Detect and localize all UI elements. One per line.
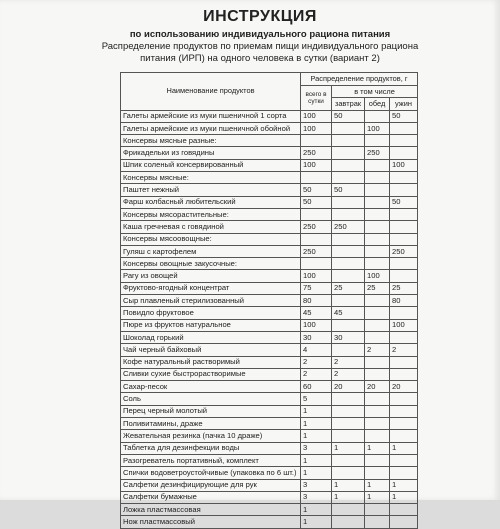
cell-dinner xyxy=(390,172,418,184)
cell-breakfast xyxy=(332,393,365,405)
cell-dinner xyxy=(390,221,418,233)
cell-breakfast xyxy=(332,467,365,479)
cell-total: 1 xyxy=(301,418,332,430)
cell-lunch xyxy=(365,454,390,466)
cell-total: 1 xyxy=(301,516,332,528)
cell-dinner: 1 xyxy=(390,491,418,503)
cell-product-name: Фруктово-ягодный концентрат xyxy=(121,282,301,294)
cell-dinner xyxy=(390,418,418,430)
table-row xyxy=(121,245,418,257)
cell-total: 1 xyxy=(301,405,332,417)
table-row xyxy=(121,516,418,528)
table-row xyxy=(121,196,418,208)
cell-lunch xyxy=(365,307,390,319)
cell-dinner xyxy=(390,356,418,368)
cell-lunch xyxy=(365,258,390,270)
cell-product-name: Фарш колбасный любительский xyxy=(121,196,301,208)
cell-total: 1 xyxy=(301,454,332,466)
table-row xyxy=(121,491,418,503)
cell-total: 75 xyxy=(301,282,332,294)
table-row xyxy=(121,184,418,196)
cell-product-name: Консервы мясные: xyxy=(121,172,301,184)
table-row xyxy=(121,233,418,245)
cell-lunch xyxy=(365,221,390,233)
cell-dinner: 20 xyxy=(390,381,418,393)
cell-lunch xyxy=(365,196,390,208)
cell-dinner xyxy=(390,208,418,220)
cell-breakfast: 1 xyxy=(332,442,365,454)
cell-breakfast xyxy=(332,344,365,356)
cell-product-name: Гуляш с картофелем xyxy=(121,245,301,257)
cell-lunch xyxy=(365,418,390,430)
table-row xyxy=(121,295,418,307)
cell-breakfast xyxy=(332,319,365,331)
table-row xyxy=(121,208,418,220)
cell-lunch xyxy=(365,135,390,147)
cell-total: 100 xyxy=(301,110,332,122)
cell-total xyxy=(301,135,332,147)
cell-total: 1 xyxy=(301,467,332,479)
cell-breakfast: 1 xyxy=(332,479,365,491)
cell-product-name: Салфетки дезинфицирующие для рук xyxy=(121,479,301,491)
column-header-distribution: Распределение продуктов, г xyxy=(301,73,418,86)
cell-product-name: Салфетки бумажные xyxy=(121,491,301,503)
cell-product-name: Поливитамины, драже xyxy=(121,418,301,430)
cell-total: 2 xyxy=(301,368,332,380)
cell-product-name: Шпик соленый консервированный xyxy=(121,159,301,171)
cell-total: 30 xyxy=(301,331,332,343)
cell-product-name: Галеты армейские из муки пшеничной 1 сорта xyxy=(121,110,301,122)
cell-dinner: 50 xyxy=(390,196,418,208)
cell-dinner xyxy=(390,307,418,319)
table-row xyxy=(121,258,418,270)
cell-dinner xyxy=(390,135,418,147)
cell-total: 50 xyxy=(301,196,332,208)
cell-product-name: Консервы мясорастительные: xyxy=(121,208,301,220)
cell-lunch xyxy=(365,233,390,245)
table-row xyxy=(121,344,418,356)
cell-product-name: Консервы овощные закусочные: xyxy=(121,258,301,270)
cell-lunch xyxy=(365,110,390,122)
cell-total: 100 xyxy=(301,270,332,282)
cell-product-name: Соль xyxy=(121,393,301,405)
table-header xyxy=(121,73,418,111)
cell-lunch xyxy=(365,208,390,220)
table-row xyxy=(121,418,418,430)
cell-lunch xyxy=(365,405,390,417)
cell-total: 3 xyxy=(301,442,332,454)
cell-product-name: Кофе натуральный растворимый xyxy=(121,356,301,368)
cell-product-name: Спички водоветроустойчивые (упаковка по 6 шт.) xyxy=(121,467,301,479)
cell-breakfast xyxy=(332,504,365,516)
table-row xyxy=(121,319,418,331)
cell-lunch xyxy=(365,184,390,196)
cell-total: 250 xyxy=(301,221,332,233)
cell-dinner: 50 xyxy=(390,110,418,122)
cell-product-name: Рагу из овощей xyxy=(121,270,301,282)
cell-total: 100 xyxy=(301,319,332,331)
cell-breakfast xyxy=(332,270,365,282)
cell-product-name: Пюре из фруктов натуральное xyxy=(121,319,301,331)
cell-dinner xyxy=(390,405,418,417)
cell-product-name: Разогреватель портативный, комплект xyxy=(121,454,301,466)
table-body xyxy=(121,110,418,528)
document-description-line-2: питания (ИРП) на одного человека в сутки (вариант 2) xyxy=(140,53,380,64)
table-row xyxy=(121,270,418,282)
cell-product-name: Ложка пластмассовая xyxy=(121,504,301,516)
table-row xyxy=(121,147,418,159)
cell-dinner xyxy=(390,147,418,159)
cell-dinner: 80 xyxy=(390,295,418,307)
cell-lunch xyxy=(365,295,390,307)
cell-dinner: 100 xyxy=(390,319,418,331)
table-row xyxy=(121,221,418,233)
cell-total xyxy=(301,172,332,184)
cell-product-name: Фрикадельки из говядины xyxy=(121,147,301,159)
cell-product-name: Сахар-песок xyxy=(121,381,301,393)
cell-breakfast xyxy=(332,430,365,442)
cell-product-name: Повидло фруктовое xyxy=(121,307,301,319)
cell-breakfast: 50 xyxy=(332,184,365,196)
cell-lunch xyxy=(365,467,390,479)
cell-lunch xyxy=(365,245,390,257)
cell-lunch xyxy=(365,172,390,184)
cell-lunch xyxy=(365,393,390,405)
cell-product-name: Жевательная резинка (пачка 10 драже) xyxy=(121,430,301,442)
cell-total: 80 xyxy=(301,295,332,307)
column-header-dinner: ужин xyxy=(390,98,418,110)
cell-total: 50 xyxy=(301,184,332,196)
cell-breakfast xyxy=(332,454,365,466)
table-row xyxy=(121,307,418,319)
cell-dinner: 1 xyxy=(390,442,418,454)
cell-lunch xyxy=(365,331,390,343)
table-row xyxy=(121,381,418,393)
cell-product-name: Шоколад горький xyxy=(121,331,301,343)
cell-product-name: Консервы мясоовощные: xyxy=(121,233,301,245)
cell-dinner: 25 xyxy=(390,282,418,294)
document-title: ИНСТРУКЦИЯ xyxy=(203,8,317,25)
cell-breakfast xyxy=(332,172,365,184)
cell-product-name: Нож пластмассовый xyxy=(121,516,301,528)
cell-total: 5 xyxy=(301,393,332,405)
cell-lunch: 20 xyxy=(365,381,390,393)
cell-breakfast xyxy=(332,516,365,528)
cell-breakfast xyxy=(332,122,365,134)
cell-total xyxy=(301,208,332,220)
cell-product-name: Каша гречневая с говядиной xyxy=(121,221,301,233)
cell-lunch xyxy=(365,159,390,171)
cell-breakfast: 20 xyxy=(332,381,365,393)
column-header-name: Наименование продуктов xyxy=(121,73,301,111)
cell-dinner: 1 xyxy=(390,479,418,491)
cell-breakfast xyxy=(332,258,365,270)
cell-dinner xyxy=(390,270,418,282)
cell-dinner xyxy=(390,430,418,442)
document-description-line-1: Распределение продуктов по приемам пищи индивидуального рациона xyxy=(101,41,419,52)
cell-dinner xyxy=(390,368,418,380)
cell-breakfast xyxy=(332,233,365,245)
cell-dinner xyxy=(390,393,418,405)
cell-dinner xyxy=(390,331,418,343)
cell-product-name: Таблетка для дезинфекции воды xyxy=(121,442,301,454)
cell-lunch: 1 xyxy=(365,442,390,454)
cell-dinner xyxy=(390,467,418,479)
cell-product-name: Перец черный молотый xyxy=(121,405,301,417)
table-row xyxy=(121,442,418,454)
cell-breakfast xyxy=(332,405,365,417)
cell-product-name: Галеты армейские из муки пшеничной обойной xyxy=(121,122,301,134)
column-header-breakfast: завтрак xyxy=(332,98,365,110)
cell-breakfast xyxy=(332,196,365,208)
cell-total: 2 xyxy=(301,356,332,368)
cell-product-name: Консервы мясные разные: xyxy=(121,135,301,147)
document-header xyxy=(0,8,500,65)
cell-breakfast xyxy=(332,159,365,171)
cell-dinner xyxy=(390,258,418,270)
table-row xyxy=(121,393,418,405)
cell-breakfast: 1 xyxy=(332,491,365,503)
table-row xyxy=(121,172,418,184)
cell-dinner xyxy=(390,233,418,245)
table-row xyxy=(121,135,418,147)
cell-lunch: 25 xyxy=(365,282,390,294)
cell-total xyxy=(301,233,332,245)
cell-lunch xyxy=(365,368,390,380)
table-row xyxy=(121,504,418,516)
cell-product-name: Сливки сухие быстрорастворимые xyxy=(121,368,301,380)
table-row xyxy=(121,122,418,134)
table-row xyxy=(121,430,418,442)
cell-breakfast: 25 xyxy=(332,282,365,294)
column-header-including: в том числе xyxy=(332,86,418,98)
cell-product-name: Чай черный байховый xyxy=(121,344,301,356)
table-row xyxy=(121,110,418,122)
table-row xyxy=(121,356,418,368)
table-row xyxy=(121,282,418,294)
cell-total: 1 xyxy=(301,430,332,442)
cell-lunch: 250 xyxy=(365,147,390,159)
cell-breakfast xyxy=(332,245,365,257)
cell-lunch xyxy=(365,319,390,331)
cell-breakfast xyxy=(332,135,365,147)
cell-total: 60 xyxy=(301,381,332,393)
cell-product-name: Сыр плавленый стерилизованный xyxy=(121,295,301,307)
table-row xyxy=(121,479,418,491)
cell-lunch xyxy=(365,356,390,368)
cell-lunch: 100 xyxy=(365,270,390,282)
cell-total: 250 xyxy=(301,245,332,257)
cell-lunch xyxy=(365,430,390,442)
table-row xyxy=(121,331,418,343)
cell-total: 100 xyxy=(301,159,332,171)
cell-total: 45 xyxy=(301,307,332,319)
cell-breakfast: 2 xyxy=(332,356,365,368)
cell-total: 4 xyxy=(301,344,332,356)
table-row xyxy=(121,159,418,171)
column-header-lunch: обед xyxy=(365,98,390,110)
table-row xyxy=(121,368,418,380)
cell-dinner xyxy=(390,184,418,196)
table-row xyxy=(121,405,418,417)
cell-breakfast xyxy=(332,147,365,159)
cell-lunch xyxy=(365,504,390,516)
cell-breakfast: 45 xyxy=(332,307,365,319)
cell-dinner: 100 xyxy=(390,159,418,171)
cell-breakfast: 30 xyxy=(332,331,365,343)
cell-breakfast: 250 xyxy=(332,221,365,233)
cell-total: 250 xyxy=(301,147,332,159)
cell-breakfast: 2 xyxy=(332,368,365,380)
cell-dinner: 2 xyxy=(390,344,418,356)
cell-lunch: 1 xyxy=(365,479,390,491)
cell-dinner: 250 xyxy=(390,245,418,257)
cell-dinner xyxy=(390,504,418,516)
cell-total: 3 xyxy=(301,491,332,503)
cell-breakfast xyxy=(332,208,365,220)
cell-lunch: 100 xyxy=(365,122,390,134)
cell-dinner xyxy=(390,454,418,466)
table-row xyxy=(121,454,418,466)
cell-dinner xyxy=(390,516,418,528)
cell-breakfast: 50 xyxy=(332,110,365,122)
cell-total: 1 xyxy=(301,504,332,516)
cell-lunch: 2 xyxy=(365,344,390,356)
cell-breakfast xyxy=(332,418,365,430)
cell-lunch xyxy=(365,516,390,528)
cell-dinner xyxy=(390,122,418,134)
cell-total xyxy=(301,258,332,270)
document-subtitle: по использованию индивидуального рациона питания xyxy=(129,29,391,40)
cell-breakfast xyxy=(332,295,365,307)
cell-total: 100 xyxy=(301,122,332,134)
cell-total: 3 xyxy=(301,479,332,491)
cell-lunch: 1 xyxy=(365,491,390,503)
table-row xyxy=(121,467,418,479)
ration-table xyxy=(120,72,418,529)
cell-product-name: Паштет нежный xyxy=(121,184,301,196)
column-header-total: всего в сутки xyxy=(301,86,332,111)
